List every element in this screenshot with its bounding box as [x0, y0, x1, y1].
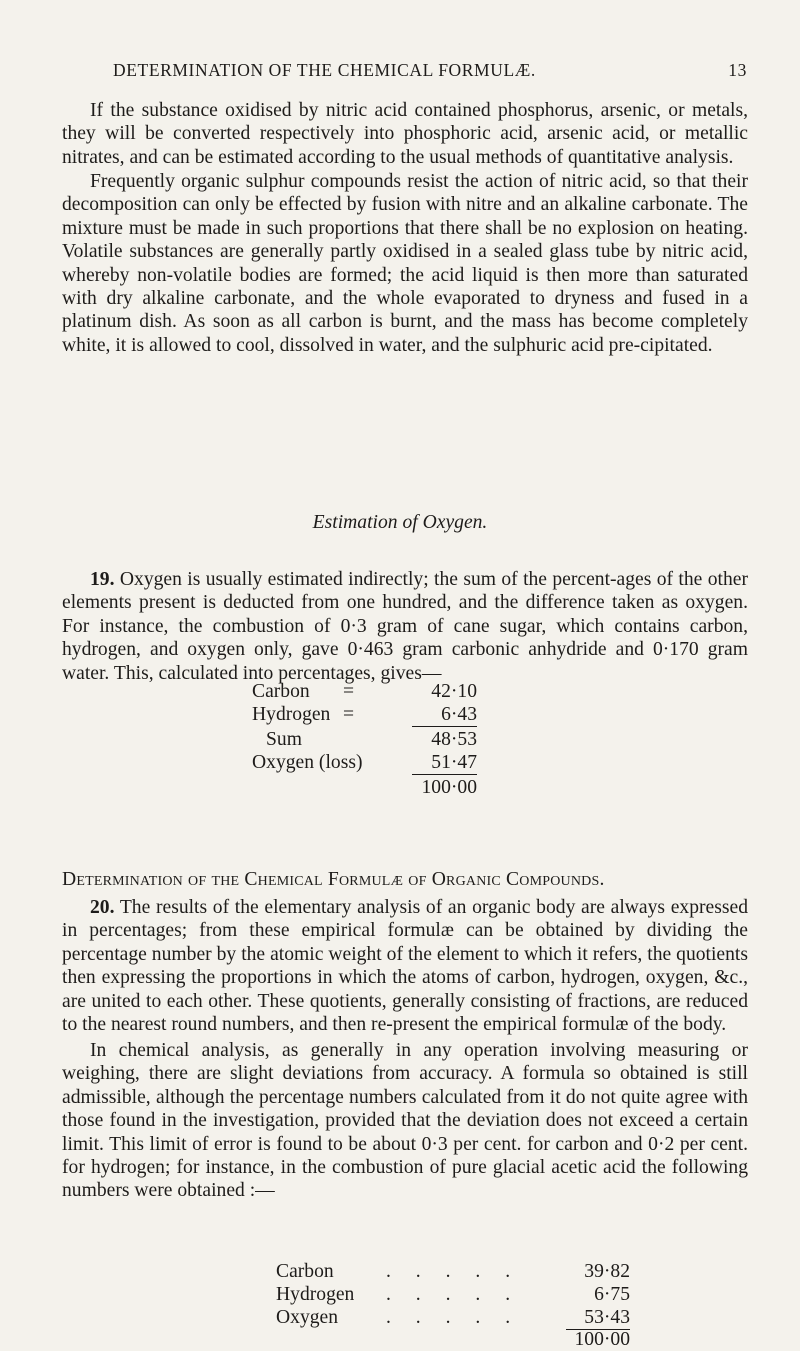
page-number: 13 [728, 60, 747, 80]
row-value: 6·43 [412, 704, 477, 727]
paragraph-error-limit [62, 1039, 748, 1203]
leader-dots: . . . . . [386, 1284, 521, 1305]
row-label: Oxygen [276, 1307, 339, 1328]
paragraph-text: Frequently organic sulphur compounds resist the action of nitric acid, so that their decomposition can only be effected by fusion with nitre and an alkaline carbonate. The mixture must be made in such proportions that there shall be no explosion on heating. Volatile substances are generally partly oxidised in a sealed glass tube by nitric acid, whereby non-volatile bodies are formed; the acid liquid is then more than saturated with dry alkaline carbonate, and the whole evaporated to dryness and fused in a platinum dish. As soon as all carbon is burnt, and the mass has become completely white, it is allowed to cool, dissolved in water, and the sulphuric acid pre-cipitated. [62, 171, 748, 356]
row-total: 100·00 [421, 777, 477, 798]
paragraph-19 [62, 568, 748, 685]
paragraph-text: The results of the elementary analysis of an organic body are always expressed in percentages; from these empirical formulæ can be obtained by dividing the percentage number by the atomic weight of the element to which it refers, the quotients then expressing the proportions in which the atoms of carbon, hydrogen, oxygen, &c., are united to each other. These quotients, generally consisting of fractions, are reduced to the nearest round numbers, and then re-present the empirical formulæ of the body. [62, 897, 748, 1036]
row-label: Hydrogen [252, 704, 331, 725]
row-label: Carbon [252, 681, 310, 702]
paragraph-text: Oxygen is usually estimated indirectly; the sum of the percent-ages of the other elements present is deducted from one hundred, and the difference taken as oxygen. For instance, the combustion of 0·3 gram of cane sugar, which contains carbon, hydrogen, and oxygen only, gave 0·463 gram carbonic anhydride and 0·170 gram water. This, calculated into percentages, gives— [62, 569, 748, 684]
row-label: Sum [266, 729, 302, 750]
equals-sign: = [343, 704, 355, 725]
paragraph-sulphur [62, 170, 748, 357]
running-title: DETERMINATION OF THE CHEMICAL FORMULÆ. [113, 60, 536, 80]
paragraph-20 [62, 896, 748, 1036]
row-value: 39·82 [584, 1261, 630, 1282]
chapter-heading: Determination of the Chemical Formulæ of Organic Compounds. [62, 869, 605, 890]
row-value: 53·43 [566, 1307, 630, 1330]
row-total: 100·00 [574, 1329, 630, 1350]
paragraph-number: 20. [90, 897, 115, 918]
paragraph-text: If the substance oxidised by nitric acid contained phosphorus, arsenic, or metals, they will be converted respectively into phosphoric acid, arsenic acid, or metallic nitrates, and can be estimated according to the usual methods of quantitative analysis. [62, 100, 748, 168]
leader-dots: . . . . . [386, 1307, 521, 1328]
equals-sign: = [343, 681, 355, 702]
row-value: 42·10 [431, 681, 477, 702]
row-value: 48·53 [431, 729, 477, 750]
paragraph-number: 19. [90, 569, 115, 590]
row-value: 51·47 [412, 752, 477, 775]
leader-dots: . . . . . [386, 1261, 521, 1282]
paragraph-text: In chemical analysis, as generally in any operation involving measuring or weighing, there are slight deviations from accuracy. A formula so obtained is still admissible, although the percentage numbers calculated from it do not quite agree with those found in the investigation, provided that the deviation does not exceed a certain limit. This limit of error is found to be about 0·3 per cent. for carbon and 0·2 per cent. for hydrogen; for instance, in the combustion of pure glacial acetic acid the following numbers were obtained :— [62, 1040, 748, 1202]
row-value: 6·75 [594, 1284, 630, 1305]
paragraph-oxidation-end [62, 99, 748, 169]
section-heading: Estimation of Oxygen. [312, 512, 488, 533]
row-label: Carbon [276, 1261, 334, 1282]
row-label: Hydrogen [276, 1284, 355, 1305]
row-label: Oxygen (loss) [252, 752, 363, 773]
